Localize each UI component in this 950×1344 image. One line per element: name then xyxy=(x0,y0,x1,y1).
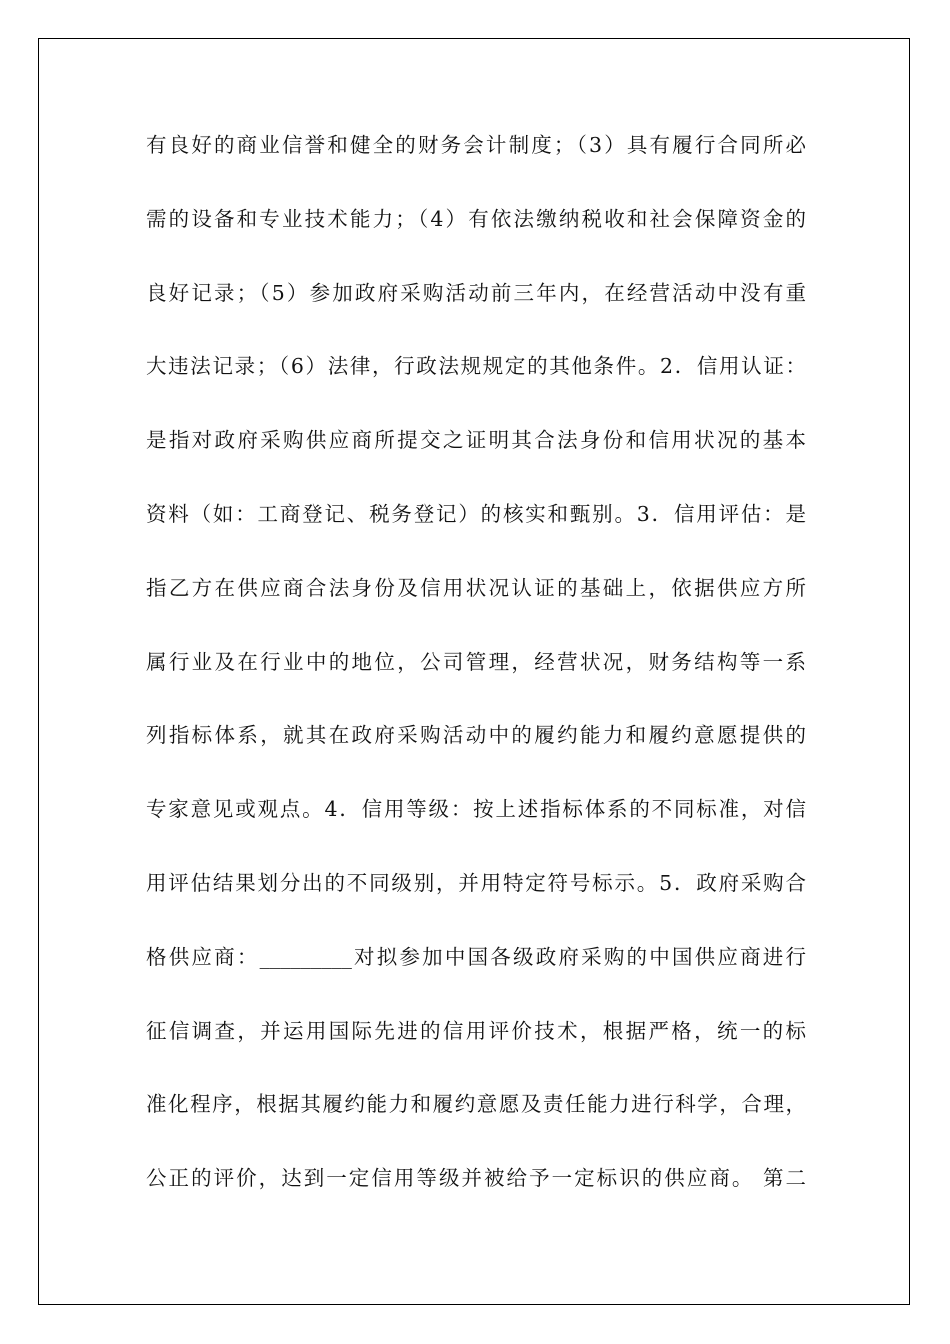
fill-in-blank: _________ xyxy=(259,944,352,969)
text-line: 列指标体系，就其在政府采购活动中的履约能力和履约意愿提供的 xyxy=(146,723,806,748)
text-line-with-blank xyxy=(146,943,806,1017)
line-suffix: 对拟参加中国各级政府采购的中国供应商进行 xyxy=(351,944,807,969)
text-line: 是指对政府采购供应商所提交之证明其合法身份和信用状况的基本 xyxy=(146,428,806,453)
text-line: 需的设备和专业技术能力；（4）有依法缴纳税收和社会保障资金的 xyxy=(146,206,806,231)
text-line: 公正的评价，达到一定信用等级并被给予一定标识的供应商。 第二 xyxy=(146,1166,806,1191)
text-line: 准化程序，根据其履约能力和履约意愿及责任能力进行科学，合理， xyxy=(146,1092,806,1117)
line-prefix: 格供应商： xyxy=(146,944,260,969)
text-line: 用评估结果划分出的不同级别，并用特定符号标示。5．政府采购合 xyxy=(146,870,806,895)
text-line: 专家意见或观点。4．信用等级：按上述指标体系的不同标准，对信 xyxy=(146,797,806,822)
text-line: 大违法记录；（6）法律，行政法规规定的其他条件。2．信用认证： xyxy=(146,354,806,379)
text-line: 有良好的商业信誉和健全的财务会计制度；（3）具有履行合同所必 xyxy=(146,133,806,157)
text-line: 指乙方在供应商合法身份及信用状况认证的基础上，依据供应方所 xyxy=(146,575,806,600)
document-body xyxy=(146,131,806,1238)
text-line: 资料（如：工商登记、税务登记）的核实和甄别。3．信用评估：是 xyxy=(146,501,806,526)
text-line: 征信调查，并运用国际先进的信用评价技术，根据严格，统一的标 xyxy=(146,1018,806,1043)
text-line: 属行业及在行业中的地位，公司管理，经营状况，财务结构等一系 xyxy=(146,649,806,674)
text-line: 良好记录；（5）参加政府采购活动前三年内，在经营活动中没有重 xyxy=(146,280,806,305)
